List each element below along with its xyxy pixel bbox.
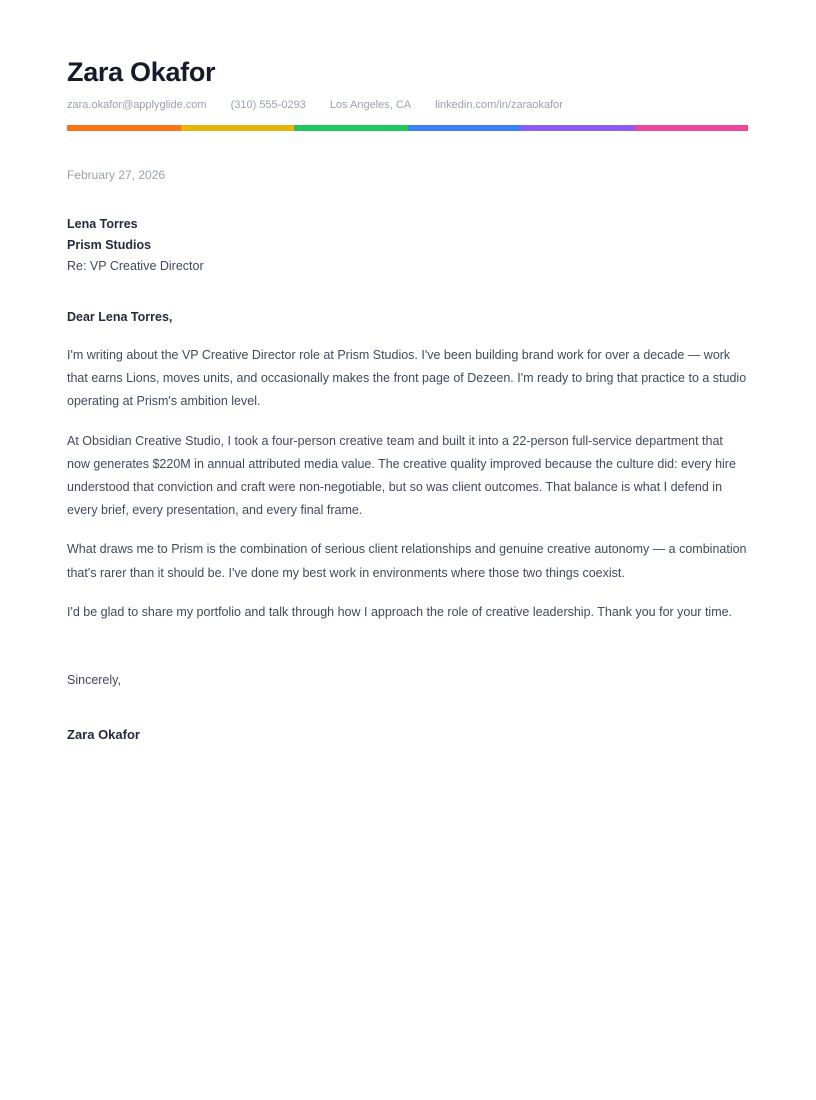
body-paragraph: I'd be glad to share my portfolio and talk through how I approach the role of creative leadership. Thank you for your time. <box>67 604 733 619</box>
recipient-company: Prism Studios <box>67 238 152 252</box>
contact-linkedin: linkedin.com/in/zaraokafor <box>435 99 563 111</box>
body-paragraph: At Obsidian Creative Studio, I took a four-person creative team and built it into a 22-person full-service department that now generates $220M in annual attributed media value. The creative quality improved because the culture did: every hire understood that conviction and craft were non-negotiable, but so was client outcomes. That balance is what I defend in every brief, every presentation, and every final frame. <box>67 433 736 518</box>
body-paragraph: What draws me to Prism is the combination of serious client relationships and genuine creative autonomy — a combination that's rarer than it should be. I've done my best work in environments where those two things coexist. <box>67 542 747 580</box>
recipient-name: Lena Torres <box>67 217 138 231</box>
accent-segment-orange <box>67 125 181 131</box>
contact-phone: (310) 555-0293 <box>230 99 306 111</box>
letter-date: February 27, 2026 <box>67 168 166 182</box>
letter-body <box>67 344 748 624</box>
accent-segment-yellow <box>181 125 295 131</box>
page-title: Zara Okafor <box>67 57 216 87</box>
letter-subject: Re: VP Creative Director <box>67 259 204 273</box>
accent-segment-blue <box>408 125 522 131</box>
body-paragraph: I'm writing about the VP Creative Director role at Prism Studios. I've been building brand work for over a decade — work that earns Lions, moves units, and occasionally makes the front page of Dezeen. I'm ready to bring that practice to a studio operating at Prism's ambition level. <box>67 348 747 409</box>
accent-segment-pink <box>635 125 749 131</box>
contact-email: zara.okafor@applyglide.com <box>67 99 207 111</box>
closing-line: Sincerely, <box>67 673 121 688</box>
accent-segment-green <box>294 125 408 131</box>
contact-location: Los Angeles, CA <box>329 99 412 111</box>
signature-name: Zara Okafor <box>67 727 140 743</box>
letterhead <box>67 55 748 131</box>
accent-segment-purple <box>521 125 635 131</box>
salutation: Dear Lena Torres, <box>67 310 173 324</box>
contact-line <box>67 97 748 113</box>
recipient-block <box>67 214 748 277</box>
accent-color-bar <box>67 125 748 131</box>
